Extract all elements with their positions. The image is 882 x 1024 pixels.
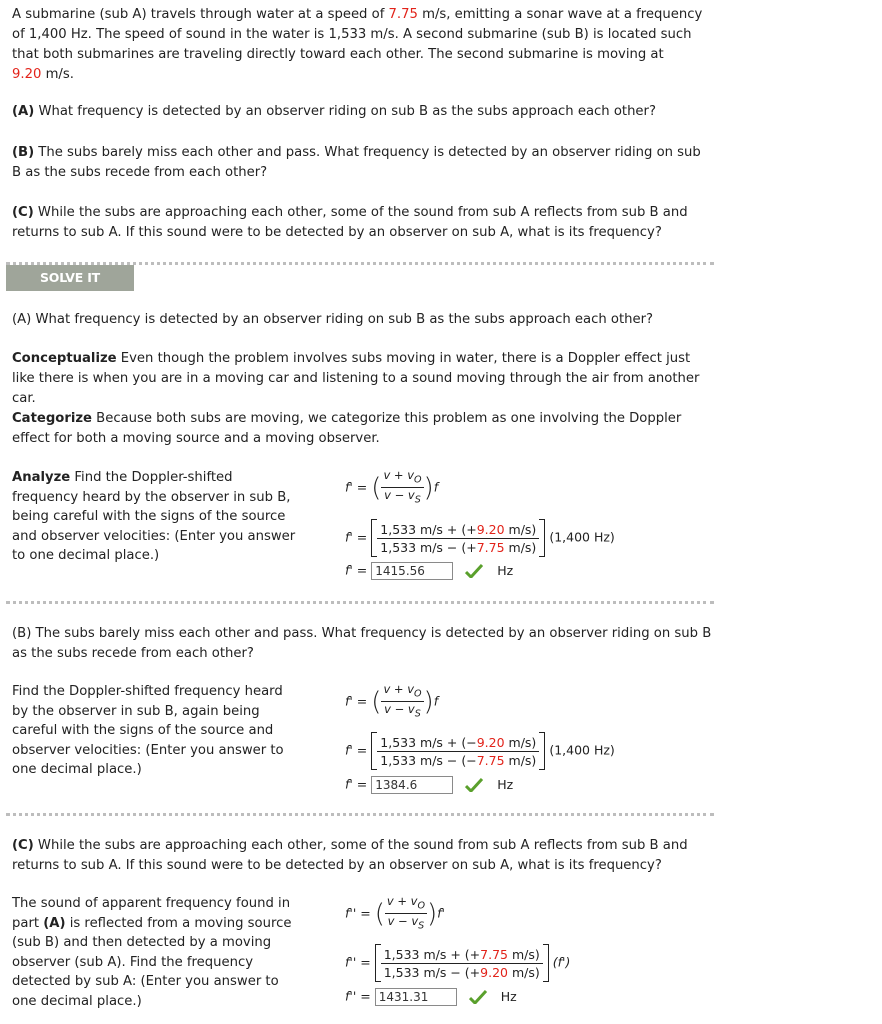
formula-num-text: v + v [383, 682, 414, 696]
analyze-paragraph [12, 468, 297, 566]
answer-input[interactable]: 1384.6 [371, 776, 453, 794]
calc-den-value: 7.75 [476, 752, 505, 768]
calc-num-unit: m/s) [504, 521, 537, 537]
problem-statement [12, 5, 712, 85]
divider [6, 813, 714, 816]
calc-den-text: 1,533 m/s − (+ [383, 964, 481, 980]
calc-tail: (1,400 Hz) [549, 529, 615, 545]
formula-den-text: v − v [387, 914, 419, 929]
question-c-text: While the subs are approaching each other, some of the sound from sub A reflects from sub B and returns to sub A. If this sound were to be detected by an observer on sub A, what is its frequency? [12, 838, 688, 873]
calc-lhs: f' = [345, 742, 368, 758]
problem-text: m/s, emitting a sonar wave at a frequency of 1,400 Hz. The speed of sound in the water is 1,533 m/s. A second submarine (sub B) is located such that both submarines are traveling directly toward each other. The second submarine is moving at [12, 7, 703, 62]
part-c-question [12, 836, 712, 876]
calc-num-unit: m/s) [504, 734, 537, 750]
calc-den-value: 7.75 [476, 539, 505, 555]
problem-text: A submarine (sub A) travels through water at a speed of [12, 7, 389, 22]
instr-text: is reflected from a moving source (sub B) and then detected by a moving observer (sub A). Find the frequency detected by sub A: (Enter you answer to one decimal place.) [12, 915, 292, 1009]
question-b-label: (B) [12, 145, 35, 160]
formula-num-text: v + v [386, 894, 418, 908]
calc-tail: (1,400 Hz) [549, 742, 615, 758]
calc-lhs: f' = [345, 529, 368, 545]
calc-numerator [377, 521, 539, 538]
calc-tail: (f') [552, 954, 571, 970]
right-paren: ) [426, 898, 438, 929]
formula-den-sub: S [418, 920, 425, 932]
calc-fraction [377, 734, 539, 769]
formula-tail: f' [437, 905, 445, 921]
calc-denominator [377, 538, 539, 556]
conceptualize-label: Conceptualize [12, 351, 117, 366]
speed-b-value: 9.20 [12, 67, 42, 82]
instr-part-ref: (A) [43, 915, 66, 931]
formula-num-sub: O [414, 474, 422, 486]
formula-fraction [381, 468, 423, 508]
checkmark-icon [465, 564, 483, 578]
calc-den-text: 1,533 m/s − (+ [380, 539, 477, 555]
divider [6, 601, 714, 604]
answer-unit: Hz [497, 776, 514, 792]
formula-denominator [381, 487, 423, 507]
analyze-text: Find the Doppler-shifted frequency heard by the observer in sub B, being careful with the signs of the source and observer velocities: (Enter you answer to one decimal place.) [12, 470, 296, 563]
right-bracket [543, 944, 549, 982]
calc-den-unit: m/s) [504, 539, 537, 555]
calc-numerator [377, 734, 539, 751]
formula-num-sub: O [414, 688, 422, 700]
formula-den-text: v − v [384, 488, 415, 503]
formula-denominator [385, 913, 427, 933]
question-c-label: (C) [12, 205, 34, 220]
part-c-formula [345, 894, 445, 934]
right-bracket [539, 732, 545, 770]
part-b-formula [345, 682, 438, 722]
calc-den-text: 1,533 m/s − (− [380, 752, 477, 768]
calc-num-value: 7.75 [480, 946, 508, 962]
calc-den-unit: m/s) [508, 964, 540, 980]
question-c [12, 203, 712, 243]
categorize-text: Because both subs are moving, we categorize this problem as one involving the Doppler effect for both a moving source and a moving observer. [12, 411, 682, 446]
formula-den-sub: S [414, 708, 421, 720]
formula-num-sub: O [417, 900, 425, 912]
question-a [12, 102, 712, 122]
categorize-label: Categorize [12, 411, 92, 426]
problem-text: m/s. [41, 67, 74, 82]
categorize-paragraph [12, 409, 712, 449]
calc-denominator [381, 963, 543, 981]
calc-lhs: f'' = [345, 954, 371, 970]
answer-input[interactable]: 1415.56 [371, 562, 453, 580]
part-a-formula [345, 468, 438, 508]
question-c-text: While the subs are approaching each other, some of the sound from sub A reflects from sub B and returns to sub A. If this sound were to be detected by an observer on sub A, what is its frequency? [12, 205, 688, 240]
calc-num-unit: m/s) [508, 946, 540, 962]
calc-numerator [381, 946, 543, 963]
formula-denominator [381, 701, 423, 721]
part-a-answer-row [345, 562, 513, 580]
formula-den-text: v − v [384, 702, 415, 717]
part-c-answer-row [345, 988, 517, 1006]
formula-lhs: f' = [345, 693, 368, 709]
calc-fraction [381, 946, 543, 981]
formula-lhs: f'' = [345, 905, 371, 921]
answer-input[interactable]: 1431.31 [375, 988, 457, 1006]
formula-tail: f [433, 693, 439, 709]
formula-numerator [381, 682, 423, 701]
calc-num-text: 1,533 m/s + (+ [380, 521, 477, 537]
part-b-answer-row [345, 776, 513, 794]
answer-lhs: f'' = [345, 988, 371, 1004]
formula-num-text: v + v [383, 468, 414, 482]
analyze-label: Analyze [12, 470, 71, 485]
question-a-label: (A) [12, 104, 35, 119]
part-a-question: (A) What frequency is detected by an observer riding on sub B as the subs approach each other? [12, 312, 654, 327]
formula-fraction [381, 682, 423, 722]
speed-a-value: 7.75 [388, 7, 418, 22]
part-b-question: (B) The subs barely miss each other and pass. What frequency is detected by an observer riding on sub B as the subs recede from each other? [12, 626, 712, 661]
calc-num-text: 1,533 m/s + (+ [383, 946, 481, 962]
instr-text: The sound of apparent frequency found in part [12, 896, 291, 931]
right-bracket [539, 519, 545, 557]
left-paren: ( [371, 472, 382, 503]
formula-fraction [385, 894, 427, 934]
part-c-calculation [345, 944, 570, 982]
left-paren: ( [371, 686, 382, 717]
formula-tail: f [433, 479, 439, 495]
conceptualize-paragraph [12, 349, 712, 409]
left-paren: ( [374, 898, 385, 929]
calc-den-value: 9.20 [480, 964, 508, 980]
part-a-calculation [345, 519, 615, 557]
right-paren: ) [423, 472, 434, 503]
conceptualize-text: Even though the problem involves subs moving in water, there is a Doppler effect just like there is when you are in a moving car and listening to a sound moving through the air from another car. [12, 351, 700, 406]
question-a-text: What frequency is detected by an observer riding on sub B as the subs approach each other? [34, 104, 656, 119]
calc-num-value: 9.20 [476, 734, 505, 750]
checkmark-icon [465, 778, 483, 792]
right-paren: ) [423, 686, 434, 717]
calc-num-value: 9.20 [476, 521, 505, 537]
part-b-instructions: Find the Doppler-shifted frequency heard by the observer in sub B, again being careful with the signs of the source and observer velocities: (Enter you answer to one decimal place.) [12, 684, 284, 777]
solve-it-header: SOLVE IT [6, 265, 134, 291]
checkmark-icon [469, 990, 487, 1004]
answer-unit: Hz [500, 988, 517, 1004]
part-b-calculation [345, 732, 615, 770]
calc-den-unit: m/s) [504, 752, 537, 768]
formula-den-sub: S [414, 494, 421, 506]
calc-fraction [377, 521, 539, 556]
calc-denominator [377, 751, 539, 769]
formula-lhs: f' = [345, 479, 368, 495]
formula-numerator [385, 894, 427, 913]
answer-unit: Hz [497, 562, 514, 578]
question-b-text: The subs barely miss each other and pass. What frequency is detected by an observer riding on sub B as the subs recede from each other? [12, 145, 701, 180]
answer-lhs: f' = [345, 562, 368, 578]
question-c-label: (C) [12, 838, 34, 853]
calc-num-text: 1,533 m/s + (− [380, 734, 477, 750]
part-c-instructions [12, 894, 297, 1011]
formula-numerator [381, 468, 423, 487]
question-b [12, 143, 712, 183]
answer-lhs: f' = [345, 776, 368, 792]
